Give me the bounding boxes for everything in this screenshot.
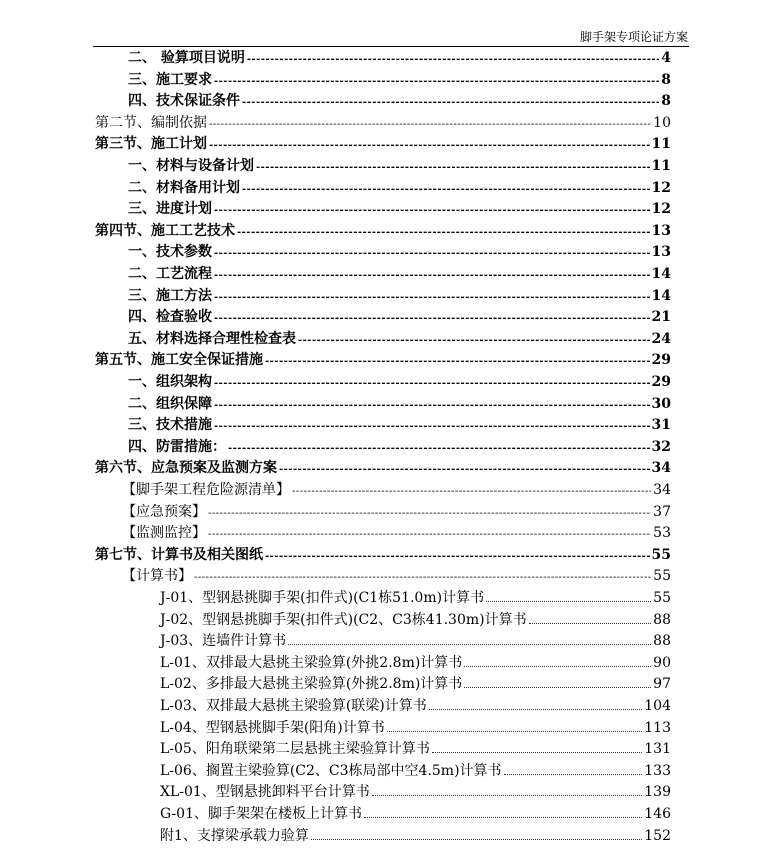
toc-leader <box>364 805 642 818</box>
toc-page-number: 131 <box>644 741 671 758</box>
toc-entry[interactable] <box>128 156 671 177</box>
toc-leader <box>194 567 651 588</box>
toc-entry[interactable] <box>95 113 671 134</box>
toc-entry[interactable] <box>122 502 671 523</box>
toc-entry-title: L-01、双排最大悬挑主梁验算(外挑2.8m)计算书 <box>160 654 463 671</box>
toc-page-number: 11 <box>651 158 671 174</box>
toc-entry[interactable] <box>160 653 671 674</box>
toc-entry-title: 二、材料备用计划 <box>128 179 240 196</box>
toc-leader <box>504 762 643 775</box>
toc-leader <box>486 589 651 602</box>
toc-leader <box>292 481 651 502</box>
toc-entry[interactable] <box>128 264 671 285</box>
toc-leader <box>432 740 642 753</box>
toc-entry-title: 第五节、施工安全保证措施 <box>95 352 263 369</box>
toc-entry-title: 三、进度计划 <box>128 201 212 218</box>
toc-page-number: 113 <box>644 719 671 736</box>
toc-page-number: 11 <box>651 136 671 153</box>
toc-entry[interactable] <box>160 631 671 652</box>
toc-entry[interactable] <box>122 523 671 544</box>
toc-leader <box>311 827 642 840</box>
toc-entry-title: J-02、型钢悬挑脚手架(扣件式)(C2、C3栋41.30m)计算书 <box>160 611 527 628</box>
toc-entry-title: 四、技术保证条件 <box>128 93 240 110</box>
toc-entry-title: 五、材料选择合理性检查表 <box>128 330 296 347</box>
toc-leader <box>529 611 652 624</box>
toc-entry[interactable] <box>122 566 671 587</box>
toc-entry[interactable] <box>128 286 671 307</box>
toc-entry[interactable] <box>160 782 671 803</box>
toc-leader <box>279 459 650 480</box>
toc-leader <box>237 222 650 243</box>
toc-leader <box>214 200 650 221</box>
toc-entry-title: 四、检查验收 <box>128 309 212 326</box>
toc-page-number: 90 <box>653 654 671 671</box>
toc-entry[interactable] <box>160 588 671 609</box>
toc-page-number: 12 <box>651 179 671 196</box>
toc-entry[interactable] <box>95 134 671 155</box>
toc-leader <box>265 546 650 567</box>
toc-entry-title: 一、材料与设备计划 <box>128 158 254 174</box>
toc-page-number: 139 <box>644 784 671 801</box>
toc-entry[interactable] <box>95 545 671 566</box>
toc-page-number: 13 <box>651 244 671 261</box>
toc-entry-title: 附1、支撑梁承载力验算 <box>160 827 309 844</box>
toc-page-number: 4 <box>661 50 671 66</box>
toc-leader <box>256 157 650 178</box>
toc-leader <box>214 243 650 264</box>
toc-entry-title: 【脚手架工程危险源清单】 <box>122 482 290 498</box>
toc-entry-title: 二、工艺流程 <box>128 266 212 282</box>
toc-page-number: 24 <box>651 330 671 347</box>
toc-entry-title: L-06、搁置主梁验算(C2、C3栋局部中空4.5m)计算书 <box>160 762 502 779</box>
toc-entry-title: 一、技术参数 <box>128 244 212 261</box>
toc-page-number: 21 <box>651 309 671 326</box>
toc-entry[interactable] <box>160 674 671 695</box>
toc-entry-title: 第三节、施工计划 <box>95 136 207 153</box>
toc-leader <box>464 675 651 688</box>
toc-entry[interactable] <box>160 826 671 847</box>
toc-page-number: 32 <box>651 438 671 455</box>
toc-page-number: 29 <box>651 374 671 390</box>
toc-page-number: 31 <box>651 417 671 434</box>
toc-page-number: 34 <box>651 460 671 477</box>
toc-entry[interactable] <box>128 307 671 328</box>
toc-page-number: 10 <box>653 114 671 131</box>
toc-page-number: 14 <box>651 266 671 282</box>
toc-entry[interactable] <box>95 221 671 242</box>
toc-entry[interactable] <box>128 91 671 112</box>
toc-page-number: 55 <box>653 568 671 585</box>
toc-leader <box>242 179 650 200</box>
toc-page-number: 133 <box>644 762 671 779</box>
toc-entry-title: J-01、型钢悬挑脚手架(扣件式)(C1栋51.0m)计算书 <box>160 590 485 606</box>
toc-page-number: 55 <box>651 546 671 563</box>
toc-entry-title: 【监测监控】 <box>122 525 206 542</box>
toc-entry[interactable] <box>128 178 671 199</box>
toc-leader <box>464 654 651 667</box>
toc-entry-title: L-04、型钢悬挑脚手架(阳角)计算书 <box>160 719 385 736</box>
toc-entry-title: 一、组织架构 <box>128 374 212 390</box>
toc-page-number: 34 <box>653 482 671 498</box>
toc-leader <box>298 330 650 351</box>
toc-leader <box>214 373 650 394</box>
toc-entry-title: 【计算书】 <box>122 568 192 585</box>
toc-page-number: 104 <box>644 698 671 714</box>
toc-leader <box>214 416 650 437</box>
toc-entry-title: 四、防雷措施： <box>128 438 226 455</box>
toc-leader <box>429 697 643 710</box>
running-header: 脚手架专项论证方案 <box>579 30 688 44</box>
toc-page-number: 55 <box>653 590 671 606</box>
toc-entry[interactable] <box>128 415 671 436</box>
toc-entry[interactable] <box>128 372 671 393</box>
toc-page-number: 29 <box>651 352 671 369</box>
toc-entry-title: G-01、脚手架架在楼板上计算书 <box>160 806 362 822</box>
toc-entry-title: 三、施工要求 <box>128 71 212 88</box>
toc-leader <box>265 351 650 372</box>
toc-entry[interactable] <box>122 480 671 501</box>
toc-entry[interactable] <box>128 242 671 263</box>
toc-leader <box>214 308 650 329</box>
toc-leader <box>214 287 650 308</box>
toc-page-number: 88 <box>653 633 671 650</box>
toc-entry-title: 二、组织保障 <box>128 395 212 412</box>
toc-leader <box>208 503 651 524</box>
toc-entry[interactable] <box>128 329 671 350</box>
toc-page-number: 30 <box>651 395 671 412</box>
toc-entry-title: L-05、阳角联梁第二层悬挑主梁验算计算书 <box>160 741 430 758</box>
toc-entry[interactable] <box>128 70 671 91</box>
toc-page-number: 14 <box>651 287 671 304</box>
toc-leader <box>387 719 643 732</box>
toc-page-number: 13 <box>651 222 671 239</box>
toc-entry-title: XL-01、型钢悬挑卸料平台计算书 <box>160 784 370 801</box>
toc-leader <box>209 114 651 135</box>
toc-entry-title: 三、施工方法 <box>128 287 212 304</box>
toc-page-number: 152 <box>644 827 671 844</box>
toc-entry-title: 第四节、施工工艺技术 <box>95 222 235 239</box>
toc-entry-title: 第七节、计算书及相关图纸 <box>95 546 263 563</box>
toc-page-number: 53 <box>653 525 671 542</box>
toc-page-number: 37 <box>653 503 671 520</box>
toc-page-number: 146 <box>644 806 671 822</box>
toc-entry[interactable] <box>95 350 671 371</box>
toc-leader <box>209 135 650 156</box>
toc-leader <box>242 92 659 113</box>
toc-entry-title: J-03、连墙件计算书 <box>160 633 287 650</box>
toc-entry[interactable] <box>128 437 671 458</box>
toc-entry[interactable] <box>160 761 671 782</box>
toc-leader <box>214 265 650 286</box>
toc-leader <box>208 524 651 545</box>
toc-entry-title: 第六节、应急预案及监测方案 <box>95 460 277 477</box>
toc-leader <box>214 395 650 416</box>
toc-page-number: 8 <box>661 71 671 88</box>
toc-page-number: 12 <box>651 201 671 218</box>
toc-entry-title: L-02、多排最大悬挑主梁验算(外挑2.8m)计算书 <box>160 676 463 693</box>
toc-entry[interactable] <box>128 199 671 220</box>
toc-page-number: 8 <box>661 93 671 110</box>
toc-entry[interactable] <box>128 48 671 69</box>
toc-leader <box>214 71 659 92</box>
toc-page-number: 88 <box>653 611 671 628</box>
toc-entry[interactable] <box>128 394 671 415</box>
toc-entry[interactable] <box>160 610 671 631</box>
toc-entry-title: 【应急预案】 <box>122 503 206 520</box>
toc-page-number: 97 <box>653 676 671 693</box>
toc-entry[interactable] <box>160 739 671 760</box>
toc-leader <box>247 49 659 70</box>
toc-entry-title: L-03、双排最大悬挑主梁验算(联梁)计算书 <box>160 698 427 714</box>
toc-entry[interactable] <box>160 804 671 825</box>
header-rule <box>93 46 689 47</box>
toc-entry[interactable] <box>160 718 671 739</box>
toc-leader <box>228 438 650 459</box>
toc-leader <box>288 632 651 645</box>
toc-entry-title: 三、技术措施 <box>128 417 212 434</box>
toc-entry[interactable] <box>95 458 671 479</box>
toc-entry[interactable] <box>160 696 671 717</box>
toc-leader <box>372 783 642 796</box>
toc-entry-title: 第二节、编制依据 <box>95 114 207 131</box>
toc-entry-title: 二、 验算项目说明 <box>128 50 245 66</box>
